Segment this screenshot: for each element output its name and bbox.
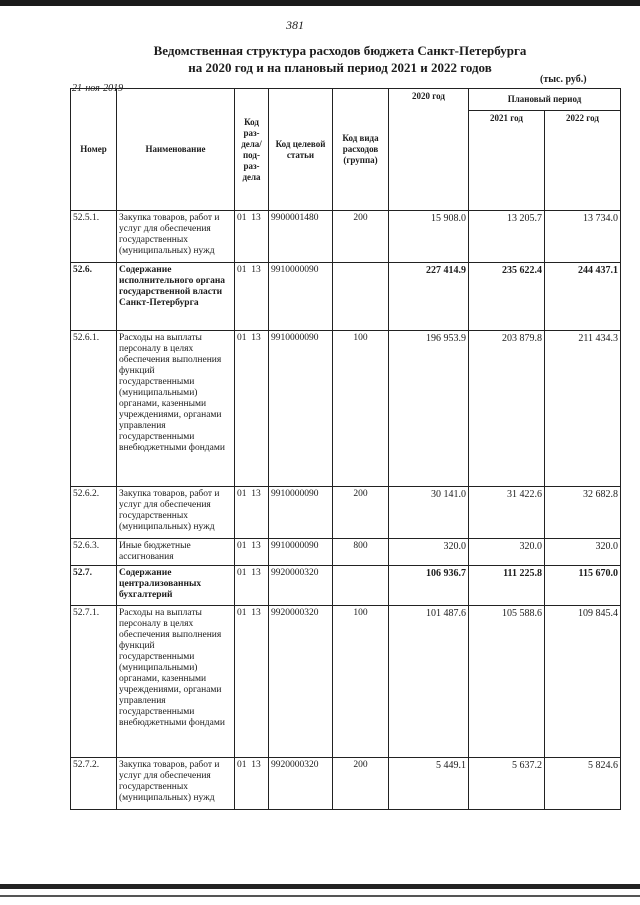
table-row (71, 211, 621, 263)
row-value-2021: 320.0 (469, 539, 545, 566)
section-code: 01 (237, 608, 247, 618)
col-header-2020: 2020 год (389, 89, 469, 211)
row-value-2022: 32 682.8 (545, 487, 621, 539)
title-line-2: на 2020 год и на плановый период 2021 и 2022 годов (188, 60, 492, 75)
page-number: 381 (286, 18, 304, 32)
row-kind-code: 100 (333, 331, 389, 487)
row-number: 52.6.3. (71, 539, 117, 566)
row-name: Содержание исполнительного органа государственной власти Санкт-Петербурга (117, 263, 235, 331)
row-kind-code: 200 (333, 758, 389, 810)
table-row (71, 606, 621, 758)
col-header-target: Код целевой статьи (269, 89, 333, 211)
row-section-code (235, 263, 269, 331)
row-target-code: 9920000320 (269, 606, 333, 758)
row-name: Расходы на выплаты персоналу в целях обеспечения выполнения функций государственными (муниципальными) органами, казенными учреждениями, органами управления государственными внебюджетными фондами (117, 331, 235, 487)
row-name: Закупка товаров, работ и услуг для обеспечения государственных (муниципальных) нужд (117, 487, 235, 539)
document-date: 21-ноя-2019 (72, 83, 124, 94)
row-target-code: 9910000090 (269, 331, 333, 487)
row-value-2022: 320.0 (545, 539, 621, 566)
row-kind-code (333, 566, 389, 606)
row-value-2022: 13 734.0 (545, 211, 621, 263)
row-value-2020: 30 141.0 (389, 487, 469, 539)
row-value-2020: 106 936.7 (389, 566, 469, 606)
row-value-2020: 227 414.9 (389, 263, 469, 331)
col-header-2021: 2021 год (469, 111, 545, 211)
title-line-1: Ведомственная структура расходов бюджета Санкт-Петербурга (153, 43, 527, 58)
row-value-2022: 115 670.0 (545, 566, 621, 606)
row-number: 52.7. (71, 566, 117, 606)
section-code: 01 (237, 541, 247, 551)
subsection-code: 13 (251, 265, 261, 275)
row-value-2020: 101 487.6 (389, 606, 469, 758)
row-value-2020: 5 449.1 (389, 758, 469, 810)
row-value-2022: 109 845.4 (545, 606, 621, 758)
row-value-2022: 244 437.1 (545, 263, 621, 331)
subsection-code: 13 (251, 489, 261, 499)
section-code: 01 (237, 333, 247, 343)
budget-table (70, 88, 621, 810)
row-number: 52.6.1. (71, 331, 117, 487)
row-value-2020: 320.0 (389, 539, 469, 566)
row-value-2021: 203 879.8 (469, 331, 545, 487)
row-target-code: 9920000320 (269, 566, 333, 606)
table-row (71, 566, 621, 606)
row-section-code (235, 606, 269, 758)
table-row (71, 487, 621, 539)
row-kind-code: 100 (333, 606, 389, 758)
row-name: Закупка товаров, работ и услуг для обеспечения государственных (муниципальных) нужд (117, 758, 235, 810)
subsection-code: 13 (251, 608, 261, 618)
row-number: 52.5.1. (71, 211, 117, 263)
row-value-2020: 15 908.0 (389, 211, 469, 263)
row-number: 52.6. (71, 263, 117, 331)
col-header-section: Код раз- дела/ под- раз- дела (235, 89, 269, 211)
scan-top-border (0, 0, 640, 6)
table-row (71, 263, 621, 331)
row-kind-code (333, 263, 389, 331)
row-section-code (235, 487, 269, 539)
row-target-code: 9910000090 (269, 539, 333, 566)
section-code: 01 (237, 265, 247, 275)
row-section-code (235, 566, 269, 606)
row-target-code: 9900001480 (269, 211, 333, 263)
row-kind-code: 200 (333, 211, 389, 263)
table-body (71, 211, 621, 810)
row-kind-code: 200 (333, 487, 389, 539)
row-name: Иные бюджетные ассигнования (117, 539, 235, 566)
row-value-2022: 5 824.6 (545, 758, 621, 810)
col-header-number: Номер (71, 89, 117, 211)
subsection-code: 13 (251, 541, 261, 551)
row-section-code (235, 211, 269, 263)
row-value-2021: 235 622.4 (469, 263, 545, 331)
scan-bottom-border-2 (0, 895, 640, 897)
col-header-name: Наименование (117, 89, 235, 211)
row-value-2022: 211 434.3 (545, 331, 621, 487)
row-name: Закупка товаров, работ и услуг для обеспечения государственных (муниципальных) нужд (117, 211, 235, 263)
subsection-code: 13 (251, 760, 261, 770)
row-value-2020: 196 953.9 (389, 331, 469, 487)
row-value-2021: 13 205.7 (469, 211, 545, 263)
col-header-planned: Плановый период (469, 89, 621, 111)
table-row (71, 331, 621, 487)
row-kind-code: 800 (333, 539, 389, 566)
row-number: 52.6.2. (71, 487, 117, 539)
row-section-code (235, 331, 269, 487)
table-row (71, 539, 621, 566)
scan-bottom-border (0, 884, 640, 889)
col-header-kind: Код вида расходов (группа) (333, 89, 389, 211)
units-label: (тыс. руб.) (540, 74, 587, 85)
row-name: Содержание централизованных бухгалтерий (117, 566, 235, 606)
document-title (130, 42, 550, 76)
row-name: Расходы на выплаты персоналу в целях обеспечения выполнения функций государственными (муниципальными) органами, казенными учреждениями, органами управления государственными внебюджетными фондами (117, 606, 235, 758)
row-target-code: 9910000090 (269, 487, 333, 539)
col-header-2022: 2022 год (545, 111, 621, 211)
table-row (71, 758, 621, 810)
row-value-2021: 31 422.6 (469, 487, 545, 539)
subsection-code: 13 (251, 333, 261, 343)
row-value-2021: 105 588.6 (469, 606, 545, 758)
row-number: 52.7.2. (71, 758, 117, 810)
section-code: 01 (237, 760, 247, 770)
section-code: 01 (237, 213, 247, 223)
row-target-code: 9910000090 (269, 263, 333, 331)
row-value-2021: 5 637.2 (469, 758, 545, 810)
subsection-code: 13 (251, 213, 261, 223)
row-number: 52.7.1. (71, 606, 117, 758)
row-section-code (235, 758, 269, 810)
section-code: 01 (237, 489, 247, 499)
row-section-code (235, 539, 269, 566)
section-code: 01 (237, 568, 247, 578)
row-target-code: 9920000320 (269, 758, 333, 810)
subsection-code: 13 (251, 568, 261, 578)
row-value-2021: 111 225.8 (469, 566, 545, 606)
